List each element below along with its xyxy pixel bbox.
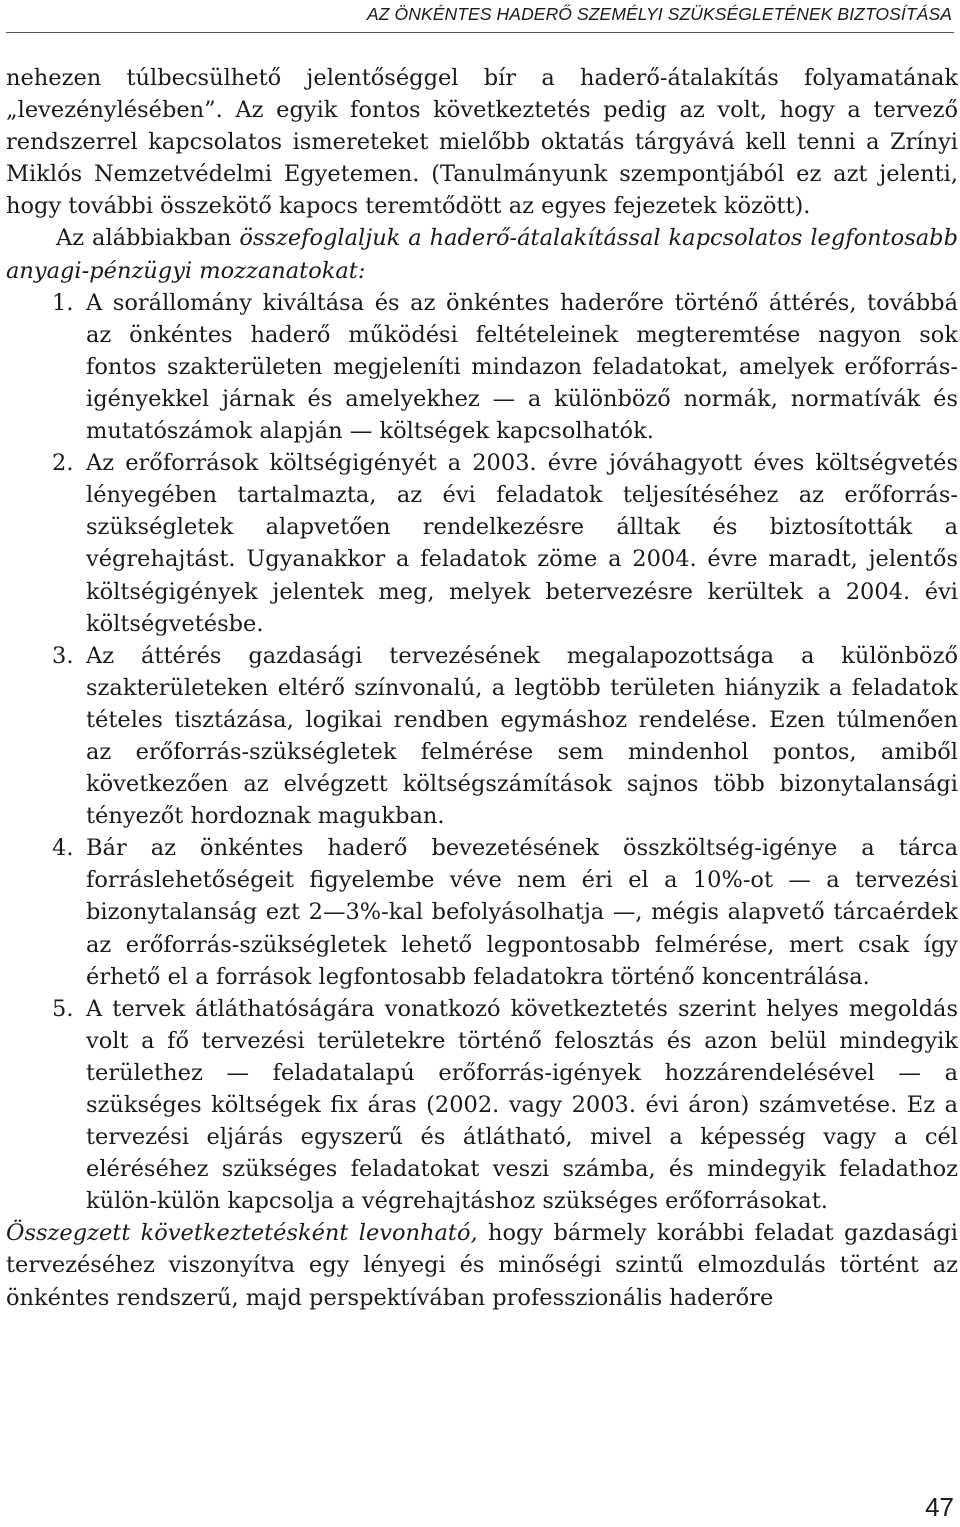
list-item-text: A tervek átláthatóságára vonatkozó következtetés szerint helyes megoldás volt a fő tervezési területekre történő felosztás és azon belül mindegyik területhez — feladatalapú erőforrás-igények hozzárendelésével — a szükséges költségek fix áras (2002. vagy 2003. évi áron) számvetése. Ez a tervezési eljárás egyszerű és átlátható, mivel a képesség vagy a cél eléréséhez szükséges feladatokat veszi számba, és mindegyik feladathoz külön-külön kapcsolja a végrehajtáshoz szükséges erőforrásokat. [86, 995, 958, 1215]
list-item [6, 447, 958, 640]
findings-list [6, 287, 958, 1218]
list-item [6, 993, 958, 1218]
list-item [6, 640, 958, 833]
list-item-number: 3. [52, 642, 74, 669]
list-item-number: 4. [52, 835, 74, 862]
conclusion-plain: hogy bármely korábbi feladat gazdasági tervezéséhez viszonyítva egy lényegi és minőségi szintű elmozdulás történt az önkéntes rendszerű, majd perspektívában professzionális haderőre [6, 1220, 959, 1311]
header-divider [6, 32, 954, 33]
conclusion-italic: Összegzett következtetésként levonható, [6, 1220, 478, 1247]
page-body [6, 62, 958, 1314]
summary-lead-italic: összefoglaljuk a haderő-átalakítással kapcsolatos legfontosabb anyagi-pénzügyi mozzanatokat: [6, 225, 958, 284]
list-item [6, 287, 958, 447]
list-item-text: Az áttérés gazdasági tervezésének megalapozottsága a különböző szakterületeken eltérő színvonalú, a legtöbb területen hiányzik a feladatok tételes tisztázása, logikai rendben egymáshoz rendelése. Ezen túlmenően az erőforrás-szükségletek felmérése sem mindenhol pontos, amiből következően az elvégzett költségszámítások sajnos több bizonytalansági tényezőt hordoznak magukban. [86, 642, 958, 830]
list-item-number: 2. [52, 450, 74, 477]
conclusion-paragraph [6, 1217, 958, 1313]
running-header: AZ ÖNKÉNTES HADERŐ SZEMÉLYI SZÜKSÉGLETÉNEK BIZTOSÍTÁSA [367, 4, 952, 24]
list-item-text: Az erőforrások költségigényét a 2003. évre jóváhagyott éves költségvetés lényegében tartalmazta, az évi feladatok teljesítéséhez az erőforrás-szükségletek alapvetően rendelkezésre álltak és biztosították a végrehajtást. Ugyanakkor a feladatok zöme a 2004. évre maradt, jelentős költségigények jelentek meg, melyek betervezésre kerültek a 2004. évi költségvetésbe. [86, 450, 958, 637]
list-item-number: 1. [52, 289, 74, 316]
list-item [6, 832, 958, 992]
list-item-number: 5. [52, 995, 74, 1022]
summary-lead-plain: Az alábbiakban [56, 225, 240, 252]
list-item-text: Bár az önkéntes haderő bevezetésének összköltség-igénye a tárca forráslehetőségeit figyelembe véve nem éri el a 10%-ot — a tervezési bizonytalanság ezt 2—3%-kal befolyásolhatja —, mégis alapvető tárcaérdek az erőforrás-szükségletek lehető legpontosabb felmérése, mert csak így érhető el a források legfontosabb feladatokra történő koncentrálása. [86, 835, 958, 990]
intro-paragraph: nehezen túlbecsülhető jelentőséggel bír a haderő-átalakítás folyamatának „levezénylésében”. Az egyik fontos következtetés pedig az volt, hogy a tervező rendszerrel kapcsolatos ismereteket mielőbb oktatás tárgyává kell tenni a Zrínyi Miklós Nemzetvédelmi Egyetemen. (Tanulmányunk szempontjából ez azt jelenti, hogy további összekötő kapocs teremtődött az egyes fejezetek között). [6, 65, 958, 220]
summary-lead-paragraph [6, 222, 958, 286]
list-item-text: A sorállomány kiváltása és az önkéntes haderőre történő áttérés, továbbá az önkéntes haderő működési feltételeinek megteremtése nagyon sok fontos szakterületen megjeleníti mindazon feladatokat, amelyek erőforrás-igényekkel járnak és amelyekhez — a különböző normák, normatívák és mutatószámok alapján — költségek kapcsolhatók. [86, 289, 958, 445]
page-number: 47 [925, 1492, 954, 1522]
